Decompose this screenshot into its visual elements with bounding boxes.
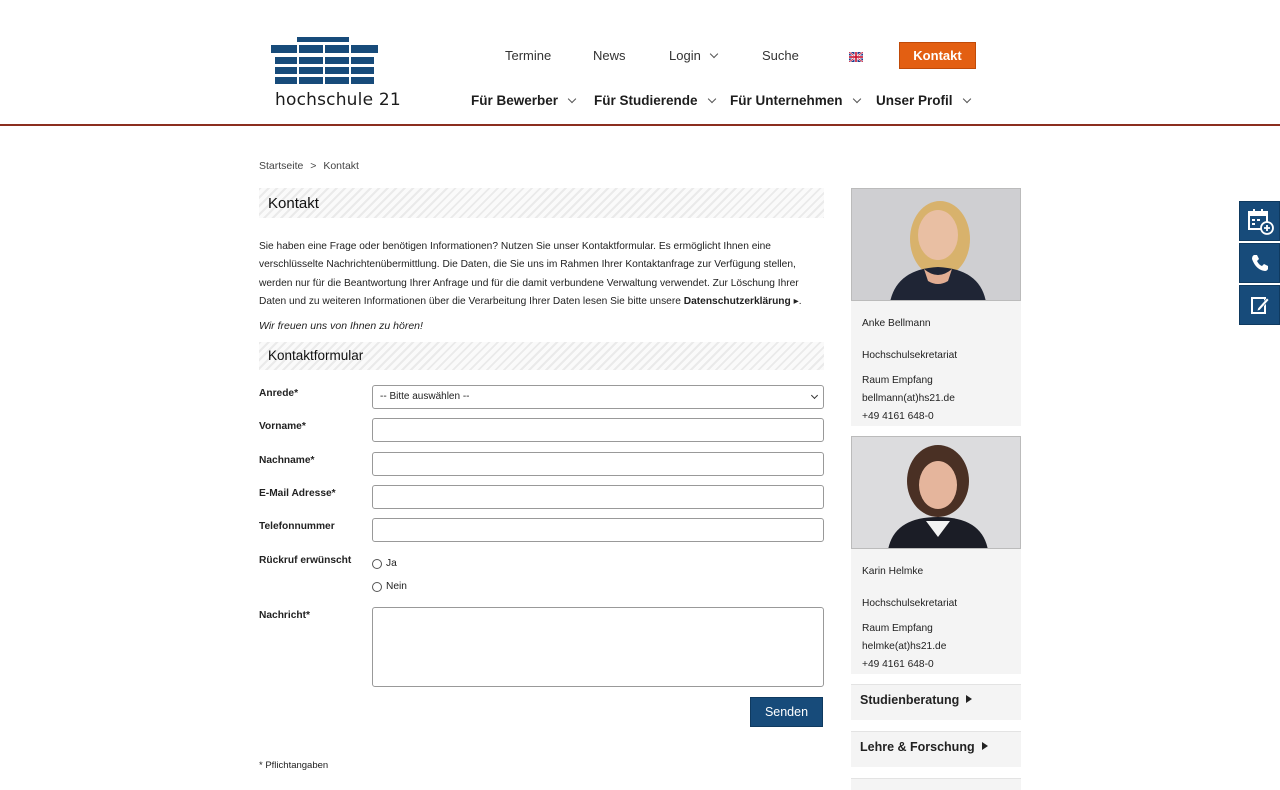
callback-no-radio[interactable] bbox=[372, 581, 407, 592]
chevron-down-icon bbox=[710, 50, 718, 58]
nav-bewerber[interactable] bbox=[471, 93, 575, 108]
page-title-box bbox=[259, 188, 824, 218]
person-photo-icon bbox=[852, 189, 1021, 301]
lastname-input[interactable] bbox=[372, 452, 824, 476]
logo-text[interactable]: hochschule 21 bbox=[275, 90, 401, 110]
privacy-link[interactable]: Datenschutzerklärung ▸ bbox=[683, 295, 799, 307]
callback-label: Rückruf erwünscht bbox=[259, 555, 352, 566]
radio-circle[interactable] bbox=[372, 582, 382, 592]
triangle-right-icon bbox=[966, 695, 972, 703]
nav-termine[interactable] bbox=[505, 48, 551, 63]
nav-login[interactable] bbox=[669, 48, 717, 63]
breadcrumb-home[interactable]: Startseite bbox=[259, 160, 304, 172]
contact-email[interactable]: helmke(at)hs21.de bbox=[862, 641, 947, 652]
nav-termine-label: Termine bbox=[505, 48, 552, 63]
email-label: E-Mail Adresse* bbox=[259, 488, 336, 499]
nav-unternehmen-label: Für Unternehmen bbox=[730, 93, 843, 108]
contact-room: Raum Empfang bbox=[862, 375, 933, 386]
callback-yes-radio[interactable] bbox=[372, 558, 397, 569]
radio-circle[interactable] bbox=[372, 559, 382, 569]
lastname-label: Nachname* bbox=[259, 455, 315, 466]
breadcrumb bbox=[259, 160, 363, 172]
nav-suche-label: Suche bbox=[762, 48, 799, 63]
required-note: * Pflichtangaben bbox=[259, 760, 329, 771]
email-input[interactable] bbox=[372, 485, 824, 509]
send-button[interactable]: Senden bbox=[750, 697, 823, 727]
chevron-down-icon bbox=[707, 95, 715, 103]
phone-icon bbox=[1250, 253, 1270, 273]
contact-name: Karin Helmke bbox=[862, 566, 924, 577]
sidebar-link-more[interactable] bbox=[851, 778, 1021, 790]
contact-phone[interactable]: +49 4161 648-0 bbox=[862, 411, 934, 422]
intro-end: . bbox=[798, 295, 802, 307]
nav-studierende-label: Für Studierende bbox=[594, 93, 698, 108]
chevron-down-icon bbox=[811, 392, 818, 399]
nav-unternehmen[interactable] bbox=[730, 93, 860, 108]
form-title-box bbox=[259, 342, 824, 370]
salutation-select[interactable] bbox=[372, 385, 824, 409]
form-title: Kontaktformular bbox=[268, 348, 364, 363]
sidebar-link-label bbox=[860, 740, 988, 754]
phone-button[interactable] bbox=[1239, 243, 1280, 283]
salutation-value: -- Bitte auswählen -- bbox=[380, 391, 470, 402]
nav-suche[interactable] bbox=[762, 48, 799, 63]
nav-login-label: Login bbox=[669, 48, 701, 63]
contact-phone[interactable]: +49 4161 648-0 bbox=[862, 659, 934, 670]
nav-news-label: News bbox=[593, 48, 626, 63]
sidebar-link-text: Lehre & Forschung bbox=[860, 740, 975, 754]
salutation-label: Anrede* bbox=[259, 388, 299, 399]
contact-card-helmke bbox=[851, 436, 1021, 674]
kontakt-button[interactable]: Kontakt bbox=[899, 42, 976, 69]
sidebar-link-text: Studienberatung bbox=[860, 693, 960, 707]
nav-profil-label: Unser Profil bbox=[876, 93, 953, 108]
contact-email[interactable]: bellmann(at)hs21.de bbox=[862, 393, 955, 404]
page-title: Kontakt bbox=[268, 195, 319, 212]
top-nav bbox=[0, 48, 1280, 66]
triangle-right-icon bbox=[982, 742, 988, 750]
contact-photo bbox=[851, 436, 1021, 549]
intro-text bbox=[259, 238, 824, 311]
site-header bbox=[0, 0, 1280, 126]
callback-yes-label: Ja bbox=[386, 558, 397, 569]
sidebar-link-label bbox=[860, 693, 972, 707]
uk-flag-icon[interactable] bbox=[849, 52, 863, 62]
phone-label: Telefonnummer bbox=[259, 521, 335, 532]
contact-photo bbox=[851, 188, 1021, 301]
breadcrumb-current: Kontakt bbox=[323, 160, 359, 172]
message-label: Nachricht* bbox=[259, 610, 310, 621]
firstname-input[interactable] bbox=[372, 418, 824, 442]
callback-no-label: Nein bbox=[386, 581, 407, 592]
chevron-down-icon bbox=[852, 95, 860, 103]
sidebar-link-studienberatung[interactable] bbox=[851, 684, 1021, 720]
nav-studierende[interactable] bbox=[594, 93, 715, 108]
intro-body: Sie haben eine Frage oder benötigen Informationen? Nutzen Sie unser Kontaktformular. Es ermöglicht Ihnen eine verschlüsselte Nachrichtenübermittlung. Die Daten, die Sie uns im Rahmen Ihrer Kontaktanfrage zur Verfügung stellen, werden nur für die Beantwortung Ihrer Anfrage und für die damit verbundene Verwaltung verwendet. Zur Löschung Ihrer Daten und zu weiteren Informationen über die Verarbeitung Ihrer Daten lesen Sie bitte unsere bbox=[259, 241, 799, 307]
calendar-add-button[interactable] bbox=[1239, 201, 1280, 241]
contact-card-bellmann bbox=[851, 188, 1021, 426]
nav-bewerber-label: Für Bewerber bbox=[471, 93, 559, 108]
contact-room: Raum Empfang bbox=[862, 623, 933, 634]
sidebar-link-lehre-forschung[interactable] bbox=[851, 731, 1021, 767]
chevron-down-icon bbox=[962, 95, 970, 103]
nav-news[interactable] bbox=[593, 48, 626, 63]
edit-button[interactable] bbox=[1239, 285, 1280, 325]
phone-input[interactable] bbox=[372, 518, 824, 542]
edit-icon bbox=[1249, 294, 1271, 316]
person-photo-icon bbox=[852, 437, 1021, 549]
main-nav bbox=[0, 93, 1280, 111]
contact-role: Hochschulsekretariat bbox=[862, 598, 958, 609]
breadcrumb-separator: > bbox=[310, 160, 317, 172]
message-textarea[interactable] bbox=[372, 607, 824, 687]
contact-name: Anke Bellmann bbox=[862, 318, 931, 329]
nav-profil[interactable] bbox=[876, 93, 970, 108]
firstname-label: Vorname* bbox=[259, 421, 306, 432]
contact-role: Hochschulsekretariat bbox=[862, 350, 958, 361]
chevron-down-icon bbox=[568, 95, 576, 103]
calendar-add-icon bbox=[1246, 207, 1274, 235]
tagline: Wir freuen uns von Ihnen zu hören! bbox=[259, 320, 423, 332]
